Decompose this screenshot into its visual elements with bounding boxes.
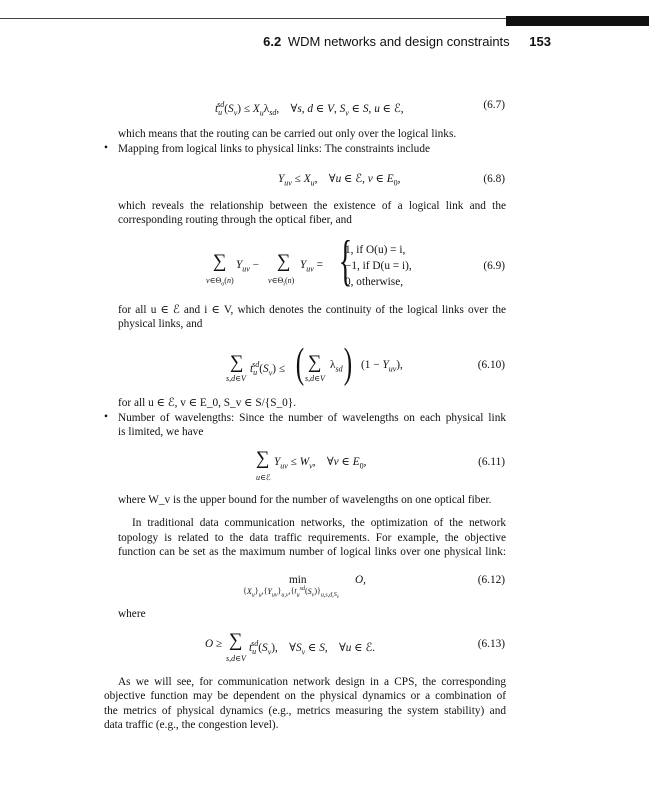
equation-label-6-8: (6.8) [483, 173, 505, 185]
eq-6-9-sub2: $v\in\Theta_i(n)$ [268, 276, 295, 288]
eq-6-13-term: $t_u^{sd}(S_v)$, $\forall S_v$ ∈ S, ∀u ∈ ℰ. [249, 639, 376, 657]
equation-label-6-7: (6.7) [483, 99, 505, 111]
paragraph-2-line1: As we will see, for communication network design in a CPS, the corresponding [118, 676, 506, 688]
text-after-6-9-line2: physical links, and [118, 318, 203, 330]
eq-6-13-lhs: O ≥ [205, 638, 223, 650]
bullet-2-line2: is limited, we have [118, 426, 204, 438]
paragraph-1-line1: In traditional data communication networks, the optimization of the network [132, 517, 506, 529]
bullet-1-text: Mapping from logical links to physical links: The constraints include [118, 143, 430, 155]
sum-symbol: ∑ [256, 448, 270, 469]
eq-6-9-sub1: $v\in\Theta_o(n)$ [206, 276, 234, 288]
sum-symbol: ∑ [213, 251, 227, 272]
text-after-6-10: for all u ∈ ℰ, v ∈ E_0, S_v ∈ S/{S_0}. [118, 397, 297, 409]
eq-6-12-min: min [289, 574, 307, 586]
bullet-icon: • [104, 142, 108, 154]
equation-label-6-12: (6.12) [477, 574, 505, 586]
paragraph-2-line2: objective function may be dependent on the physical dynamics or a combination of [104, 690, 506, 702]
bullet-icon: • [104, 411, 108, 423]
eq-6-12-objective: O, [355, 574, 366, 586]
bullet-2-line1: Number of wavelengths: Since the number of wavelengths on each physical link [118, 412, 506, 424]
eq-6-9-term2: $Y_{uv}$ = [300, 259, 324, 274]
equation-6-8: $Y_{uv} \le X_u$, ∀u ∈ ℰ, v ∈ $E_0$, [278, 173, 401, 188]
equation-label-6-13: (6.13) [477, 638, 505, 650]
left-paren: ( [295, 341, 305, 387]
text-after-6-7: which means that the routing can be carried out only over the logical links. [118, 128, 457, 140]
text-after-6-11: where W_v is the upper bound for the number of wavelengths on one optical fiber. [118, 494, 492, 506]
sum-symbol: ∑ [308, 352, 322, 373]
where-text: where [118, 608, 146, 620]
section-number: 6.2 [263, 34, 282, 49]
equation-label-6-9: (6.9) [483, 260, 505, 272]
eq-6-9-case1: 1, if O(u) = i, [345, 244, 406, 256]
sum-symbol: ∑ [277, 251, 291, 272]
header-block [506, 16, 649, 26]
text-after-6-8-line1: which reveals the relationship between the existence of a logical link and the [118, 200, 506, 212]
eq-6-9-case3: 0, otherwise, [345, 276, 404, 288]
equation-label-6-11: (6.11) [478, 456, 505, 468]
section-title: WDM networks and design constraints [287, 34, 510, 49]
paragraph-2-line4: data traffic (e.g., the congestion level). [104, 719, 279, 731]
left-brace: { [338, 230, 353, 292]
eq-6-9-term1: $Y_{uv}$ − [236, 259, 260, 274]
paragraph-1-line3: function can be set as the maximum number of logical links over one physical link: [118, 546, 506, 558]
eq-6-10-term3: $(1 - Y_{uv})$, [361, 359, 403, 374]
eq-6-11-term: $Y_{uv} \le W_v$, ∀v ∈ $E_0$, [274, 456, 367, 471]
eq-6-11-sub: u∈ℰ [256, 473, 271, 482]
equation-6-7: $t_u^{sd}(S_v) \le X_u\lambda_{sd}$, ∀s, d ∈ V, $S_v$ ∈ S, u ∈ ℰ, [215, 100, 404, 118]
text-after-6-9-line1: for all u ∈ ℰ and i ∈ V, which denotes the continuity of the logical links over the [118, 304, 506, 316]
eq-6-10-term2: $\lambda_{sd}$ [330, 359, 343, 374]
right-paren: ) [343, 341, 353, 387]
sum-symbol: ∑ [230, 352, 244, 373]
eq-6-10-term1: $t_u^{sd}(S_v)$ ≤ [250, 360, 286, 378]
eq-6-13-sub: s,d∈V [226, 654, 246, 663]
running-header [0, 34, 551, 49]
sum-symbol: ∑ [229, 630, 243, 651]
eq-6-10-sub2: s,d∈V [305, 374, 325, 383]
equation-label-6-10: (6.10) [477, 359, 505, 371]
eq-6-10-sub1: s,d∈V [226, 374, 246, 383]
text-after-6-8-line2: corresponding routing through the optical fiber, and [118, 214, 352, 226]
paragraph-1-line2: topology is related to the data traffic requirements. For example, the objective [118, 532, 506, 544]
paragraph-2-line3: the metrics of physical dynamics (e.g., metrics measuring the system stability) and [104, 705, 506, 717]
eq-6-12-sub: $\{X_u\}_u,\{Y_{uv}\}_{u,v},\{t_u^{sd}(S_v)\}_{u,s,d,S_v}$ [243, 586, 339, 601]
eq-6-9-case2: −1, if D(u = i), [345, 260, 412, 272]
page-number: 153 [529, 34, 551, 49]
